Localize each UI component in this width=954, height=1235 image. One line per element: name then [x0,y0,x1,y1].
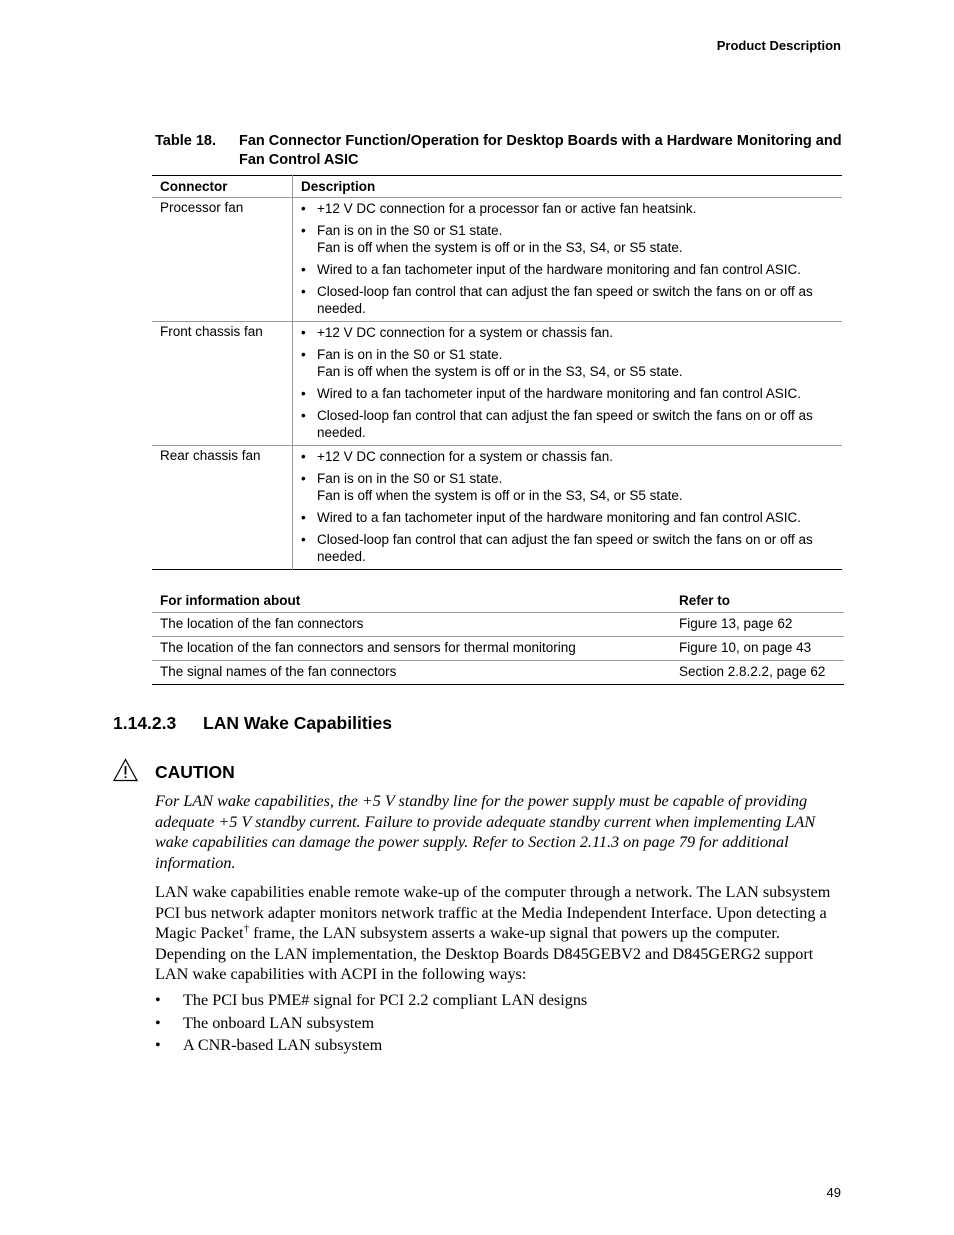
info-cell: The location of the fan connectors and sensors for thermal monitoring [152,637,671,661]
column-header-refer: Refer to [671,591,844,613]
description-item: • Fan is on in the S0 or S1 state. Fan is off when the system is off or in the S3, S4, or S5 state. [301,346,834,380]
section-title: LAN Wake Capabilities [203,713,392,733]
connector-cell: Rear chassis fan [152,446,293,570]
description-item: • Fan is on in the S0 or S1 state. Fan is off when the system is off or in the S3, S4, or S5 state. [301,470,834,504]
running-header: Product Description [716,38,841,53]
description-item: • Closed-loop fan control that can adjust the fan speed or switch the fans on or off as needed. [301,283,834,317]
description-cell [293,446,843,570]
connector-cell: Front chassis fan [152,322,293,446]
lan-wake-list [155,989,835,1057]
reference-table [152,591,844,685]
list-item: • The onboard LAN subsystem [155,1012,835,1035]
warning-triangle-icon [113,758,138,782]
description-item: • +12 V DC connection for a system or chassis fan. [301,324,834,341]
description-cell [293,322,843,446]
description-item: • +12 V DC connection for a processor fan or active fan heatsink. [301,200,834,217]
description-item: • Wired to a fan tachometer input of the hardware monitoring and fan control ASIC. [301,509,834,526]
refer-cell: Figure 13, page 62 [671,613,844,637]
connector-cell: Processor fan [152,198,293,322]
paragraph-text-start: LAN wake capabilities enable remote wake-up of the computer through a network. The LAN subsystem PCI bus network adapter monitors network traffic at the Media Independent Interface. Upon detecting a Magic Packet [155,883,831,942]
description-cell [293,198,843,322]
page-number: 49 [826,1185,841,1200]
column-header-info: For information about [152,591,671,613]
table-row [152,198,842,322]
table-row [152,613,844,637]
description-list [301,200,834,317]
column-header-description: Description [293,176,843,198]
list-item: • A CNR-based LAN subsystem [155,1034,835,1057]
refer-cell: Section 2.8.2.2, page 62 [679,664,826,679]
table-title: Fan Connector Function/Operation for Desktop Boards with a Hardware Monitoring and Fan Control ASIC [239,133,842,168]
column-header-connector: Connector [152,176,293,198]
trademark-mark: † [243,922,250,935]
table-row [152,446,842,570]
table-header-row [152,591,844,613]
table-row [152,637,844,661]
info-cell: The location of the fan connectors [152,613,671,637]
section-number: 1.14.2.3 [113,713,177,733]
table-row [152,322,842,446]
paragraph-text-end: frame, the LAN subsystem asserts a wake-up signal that powers up the computer. Depending on the LAN implementation, the Desktop Boards D845GEBV2 and D845GERG2 support LAN wake capabilities with ACPI in the following ways: [155,924,814,983]
description-item: • Wired to a fan tachometer input of the hardware monitoring and fan control ASIC. [301,385,834,402]
refer-cell: Figure 10, on page 43 [671,637,844,661]
section-heading [113,713,392,734]
description-item: • Closed-loop fan control that can adjust the fan speed or switch the fans on or off as needed. [301,407,834,441]
caution-title: CAUTION [155,762,235,782]
description-list [301,324,834,441]
description-item: • Closed-loop fan control that can adjust the fan speed or switch the fans on or off as needed. [301,531,834,565]
table-row [152,661,844,685]
body-paragraph [155,882,845,985]
list-item: • The PCI bus PME# signal for PCI 2.2 compliant LAN designs [155,989,835,1012]
description-item: • Fan is on in the S0 or S1 state. Fan is off when the system is off or in the S3, S4, or S5 state. [301,222,834,256]
description-item: • Wired to a fan tachometer input of the hardware monitoring and fan control ASIC. [301,261,834,278]
table-number: Table 18. [155,133,216,149]
table-header-row [152,176,842,198]
table-caption [155,132,845,170]
info-cell: The signal names of the fan connectors [160,664,397,679]
description-item: • +12 V DC connection for a system or chassis fan. [301,448,834,465]
fan-connector-table [152,175,842,570]
description-list [301,448,834,565]
caution-text: For LAN wake capabilities, the +5 V standby line for the power supply must be capable of providing adequate +5 V standby current. Failure to provide adequate standby current when implementing LAN wake capabilities can damage the power supply. Refer to Section 2.11.3 on page 79 for additional information. [155,792,816,872]
